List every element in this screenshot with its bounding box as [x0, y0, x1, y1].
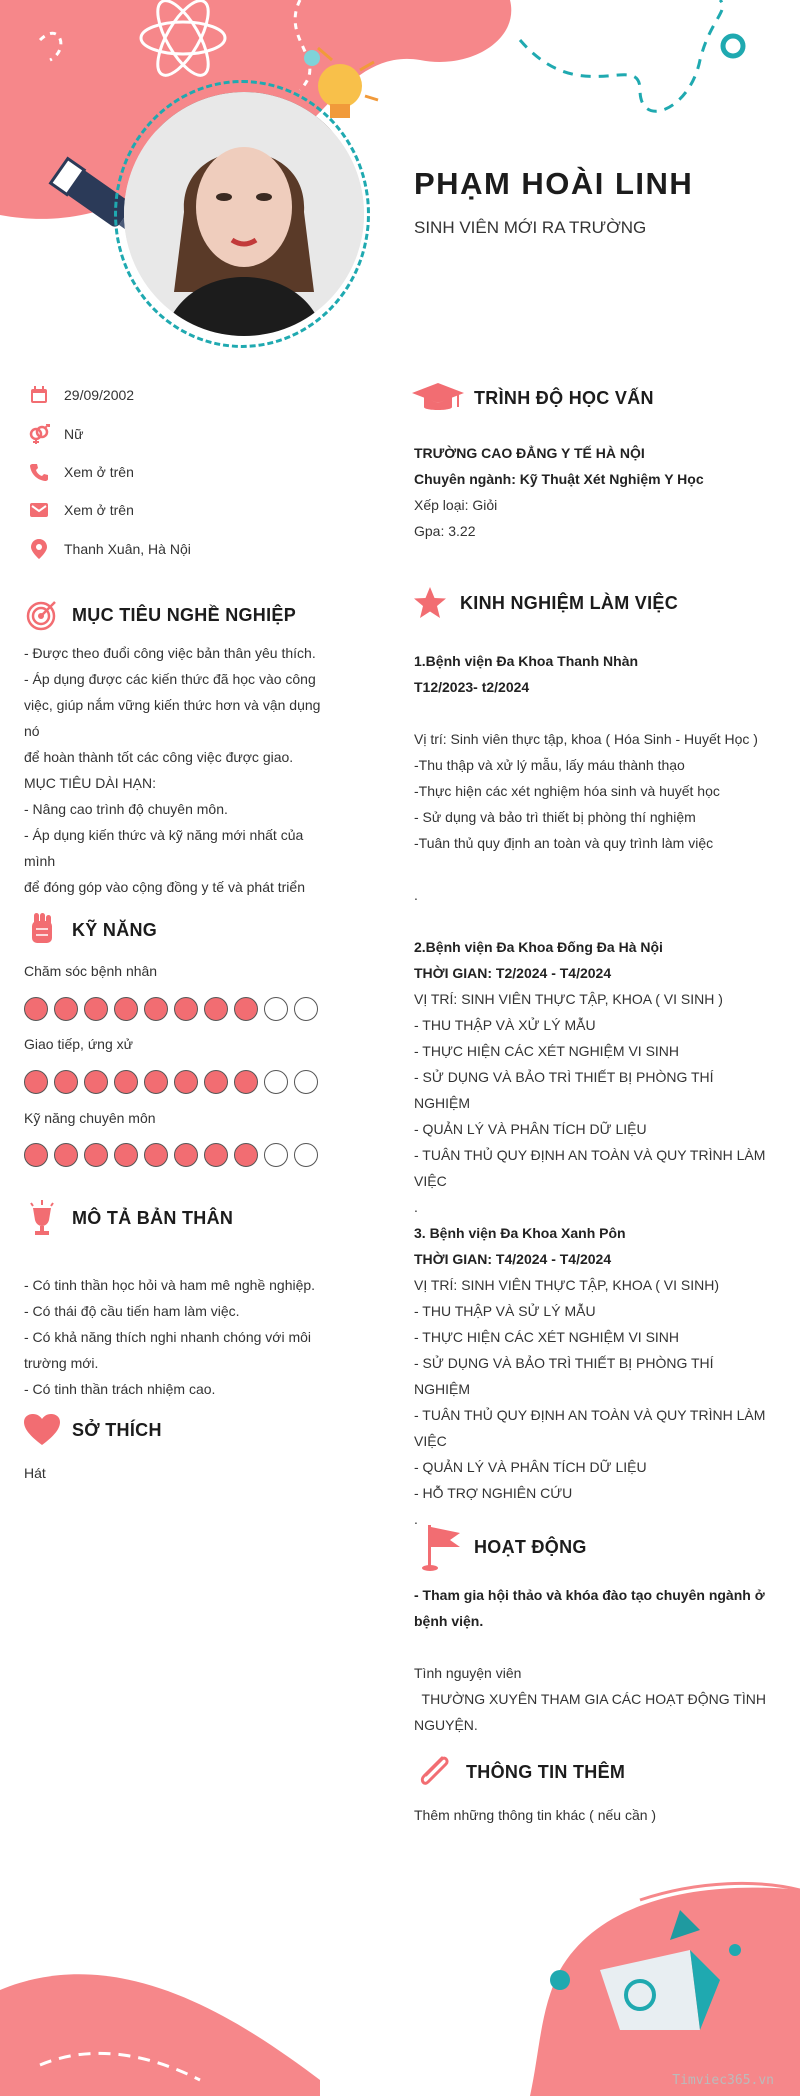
email-icon — [28, 499, 50, 521]
education-text — [414, 440, 770, 544]
contact-text: Xem ở trên — [64, 464, 134, 480]
text-line: -Tuân thủ quy định an toàn và quy trình làm việc — [414, 835, 714, 851]
section-title: THÔNG TIN THÊM — [466, 1761, 626, 1782]
text-line: VỊ TRÍ: SINH VIÊN THỰC TẬP, KHOA ( VI SINH) — [414, 1277, 719, 1293]
text-line — [414, 700, 770, 726]
text-line: - SỬ DỤNG VÀ BẢO TRÌ THIẾT BỊ PHÒNG THÍ NGHIỆM — [414, 1069, 714, 1111]
rating-dot-filled — [144, 997, 168, 1021]
graduation-cap-icon — [412, 378, 464, 418]
gpa: Gpa: 3.22 — [414, 523, 476, 539]
paperclip-icon — [412, 1752, 456, 1792]
text-line: - Có khả năng thích nghi nhanh chóng với môi — [24, 1329, 312, 1345]
contact-text: Xem ở trên — [64, 502, 134, 518]
trophy-icon — [22, 1198, 62, 1238]
text-line: Vị trí: Sinh viên thực tập, khoa ( Hóa Sinh - Huyết Học ) — [414, 731, 758, 747]
section-education-heading — [412, 378, 654, 418]
phone-icon — [28, 461, 50, 483]
section-title: MỤC TIÊU NGHỀ NGHIỆP — [72, 604, 297, 625]
rating-dot-filled — [204, 1070, 228, 1094]
rating-dot-filled — [144, 1143, 168, 1167]
section-title: KINH NGHIỆM LÀM VIỆC — [460, 592, 679, 613]
text-line: VIỆC — [414, 1433, 447, 1449]
text-line: trường mới. — [24, 1355, 99, 1371]
objective-text — [24, 640, 324, 900]
star-icon — [410, 583, 450, 623]
text-line: để hoàn thành tốt các công việc được giao. — [24, 749, 294, 765]
rating-dot-filled — [114, 997, 138, 1021]
text-line: - HỖ TRỢ NGHIÊN CỨU — [414, 1485, 573, 1501]
watermark: Timviec365.vn — [672, 2073, 774, 2088]
rating-dot-filled — [54, 1143, 78, 1167]
rating-dot-filled — [54, 1070, 78, 1094]
calendar-icon — [28, 384, 50, 406]
text-line: - Tham gia hội thảo và khóa đào tạo chuyên ngành ở — [414, 1587, 765, 1603]
text-line: - Sử dụng và bảo trì thiết bị phòng thí nghiệm — [414, 809, 696, 825]
text-line: -Thu thập và xử lý mẫu, lấy máu thành thạo — [414, 757, 685, 773]
rating-dot-filled — [174, 997, 198, 1021]
job-company: 3. Bệnh viện Đa Khoa Xanh Pôn — [414, 1225, 626, 1241]
text-line: NGUYỆN. — [414, 1717, 478, 1733]
section-about-heading — [22, 1198, 233, 1238]
job-time: THỜI GIAN: T4/2024 - T4/2024 — [414, 1251, 612, 1267]
rating-dot-filled — [84, 1070, 108, 1094]
text-line: VIỆC — [414, 1173, 447, 1189]
rating-dot-filled — [174, 1070, 198, 1094]
text-line: . — [414, 1511, 418, 1527]
text-line: -Thực hiện các xét nghiệm hóa sinh và huyết học — [414, 783, 720, 799]
profile-photo — [124, 92, 364, 336]
rating-dot-filled — [54, 997, 78, 1021]
skill-rating — [24, 1070, 318, 1094]
text-line: - THỰC HIỆN CÁC XÉT NGHIỆM VI SINH — [414, 1043, 680, 1059]
fist-icon — [22, 910, 62, 950]
section-title: SỞ THÍCH — [72, 1419, 162, 1440]
job-company: 2.Bệnh viện Đa Khoa Đống Đa Hà Nội — [414, 939, 663, 955]
candidate-name: PHẠM HOÀI LINH — [414, 166, 694, 201]
more-text: Thêm những thông tin khác ( nếu cần ) — [414, 1807, 657, 1823]
section-skills-heading — [22, 910, 157, 950]
text-line: THƯỜNG XUYÊN THAM GIA CÁC HOẠT ĐỘNG TÌNH — [414, 1691, 766, 1707]
contact-gender — [28, 422, 83, 446]
rating-dot-filled — [84, 1143, 108, 1167]
text-line: - THU THẬP VÀ XỬ LÝ MẪU — [414, 1017, 596, 1033]
rating-dot-empty — [264, 1143, 288, 1167]
rating-dot-filled — [174, 1143, 198, 1167]
rating-dot-filled — [24, 1143, 48, 1167]
job-entry — [414, 934, 770, 1220]
text-line: - Áp dụng kiến thức và kỹ năng mới nhất của — [24, 827, 304, 843]
text-line: nó — [24, 723, 40, 739]
text-line: - Có thái độ cầu tiến ham làm việc. — [24, 1303, 240, 1319]
rating-dot-empty — [294, 1143, 318, 1167]
text-line — [414, 856, 770, 882]
rating-dot-empty — [294, 997, 318, 1021]
text-line: - Áp dụng được các kiến thức đã học vào công — [24, 671, 316, 687]
job-time: THỜI GIAN: T2/2024 - T4/2024 — [414, 965, 612, 981]
text-line: - Có tinh thần học hỏi và ham mê nghề nghiệp. — [24, 1277, 316, 1293]
rating-dot-filled — [204, 997, 228, 1021]
text-line: Tình nguyện viên — [414, 1665, 522, 1681]
rank: Xếp loại: Giỏi — [414, 497, 498, 513]
school-name: TRƯỜNG CAO ĐẲNG Y TẾ HÀ NỘI — [414, 445, 645, 461]
contact-text: Thanh Xuân, Hà Nội — [64, 541, 191, 557]
rating-dot-empty — [294, 1070, 318, 1094]
text-line: - QUẢN LÝ VÀ PHÂN TÍCH DỮ LIỆU — [414, 1121, 647, 1137]
text-line: - QUẢN LÝ VÀ PHÂN TÍCH DỮ LIỆU — [414, 1459, 647, 1475]
text-line: - Có tinh thần trách nhiệm cao. — [24, 1381, 216, 1397]
section-more-heading — [412, 1752, 625, 1792]
section-title: KỸ NĂNG — [72, 919, 158, 940]
target-icon — [22, 595, 62, 635]
text-line: VỊ TRÍ: SINH VIÊN THỰC TẬP, KHOA ( VI SINH ) — [414, 991, 723, 1007]
skill-name: Giao tiếp, ứng xử — [24, 1036, 134, 1052]
text-line: MỤC TIÊU DÀI HẠN: — [24, 775, 156, 791]
hobbies-text: Hát — [24, 1465, 46, 1481]
section-experience-heading — [410, 583, 678, 623]
section-title: TRÌNH ĐỘ HỌC VẤN — [474, 387, 654, 408]
location-icon — [28, 538, 50, 560]
text-line: bệnh viện. — [414, 1613, 484, 1629]
contact-text: 29/09/2002 — [64, 387, 135, 403]
skill-name: Kỹ năng chuyên môn — [24, 1110, 156, 1126]
skill-rating — [24, 997, 318, 1021]
text-line: mình — [24, 853, 56, 869]
rating-dot-filled — [144, 1070, 168, 1094]
activities-text — [414, 1582, 770, 1738]
flag-icon — [420, 1522, 464, 1572]
text-line: - TUÂN THỦ QUY ĐỊNH AN TOÀN VÀ QUY TRÌNH LÀM — [414, 1407, 766, 1423]
skill-rating — [24, 1143, 318, 1167]
text-line: - TUÂN THỦ QUY ĐỊNH AN TOÀN VÀ QUY TRÌNH LÀM — [414, 1147, 766, 1163]
text-line: - THU THẬP VÀ SỬ LÝ MẪU — [414, 1303, 596, 1319]
decor-bottom — [0, 1880, 800, 2096]
text-line: - Được theo đuổi công việc bản thân yêu thích. — [24, 645, 316, 661]
rating-dot-filled — [24, 997, 48, 1021]
rating-dot-empty — [264, 997, 288, 1021]
text-line: việc, giúp nắm vững kiến thức hơn và vận dụng — [24, 697, 321, 713]
major: Chuyên ngành: Kỹ Thuật Xét Nghiệm Y Học — [414, 471, 704, 487]
section-activities-heading — [420, 1522, 587, 1572]
contact-birthday — [28, 383, 134, 407]
rating-dot-filled — [24, 1070, 48, 1094]
rating-dot-filled — [234, 1143, 258, 1167]
rating-dot-filled — [204, 1143, 228, 1167]
job-entry — [414, 648, 770, 908]
job-entry — [414, 1220, 770, 1532]
contact-email — [28, 498, 134, 522]
text-line: để đóng góp vào cộng đồng y tế và phát triển — [24, 879, 305, 895]
candidate-role: SINH VIÊN MỚI RA TRƯỜNG — [414, 218, 647, 237]
job-company: 1.Bệnh viện Đa Khoa Thanh Nhàn — [414, 653, 639, 669]
section-objective-heading — [22, 595, 296, 635]
text-line: . — [414, 887, 418, 903]
rating-dot-filled — [114, 1070, 138, 1094]
section-title: HOẠT ĐỘNG — [474, 1536, 587, 1557]
contact-phone — [28, 460, 134, 484]
rating-dot-filled — [234, 997, 258, 1021]
text-line: . — [414, 1199, 418, 1215]
job-time: T12/2023- t2/2024 — [414, 679, 530, 695]
skill-name: Chăm sóc bệnh nhân — [24, 963, 158, 979]
rating-dot-filled — [234, 1070, 258, 1094]
text-line: - SỬ DỤNG VÀ BẢO TRÌ THIẾT BỊ PHÒNG THÍ NGHIỆM — [414, 1355, 714, 1397]
section-title: MÔ TẢ BẢN THÂN — [72, 1207, 234, 1228]
contact-address — [28, 537, 191, 561]
heart-icon — [22, 1410, 62, 1450]
gender-icon — [28, 423, 50, 445]
text-line: - THỰC HIỆN CÁC XÉT NGHIỆM VI SINH — [414, 1329, 680, 1345]
about-text — [24, 1272, 324, 1402]
rating-dot-empty — [264, 1070, 288, 1094]
rating-dot-filled — [114, 1143, 138, 1167]
section-hobbies-heading — [22, 1410, 162, 1450]
text-line: - Nâng cao trình độ chuyên môn. — [24, 801, 228, 817]
rating-dot-filled — [84, 997, 108, 1021]
contact-text: Nữ — [64, 426, 84, 442]
